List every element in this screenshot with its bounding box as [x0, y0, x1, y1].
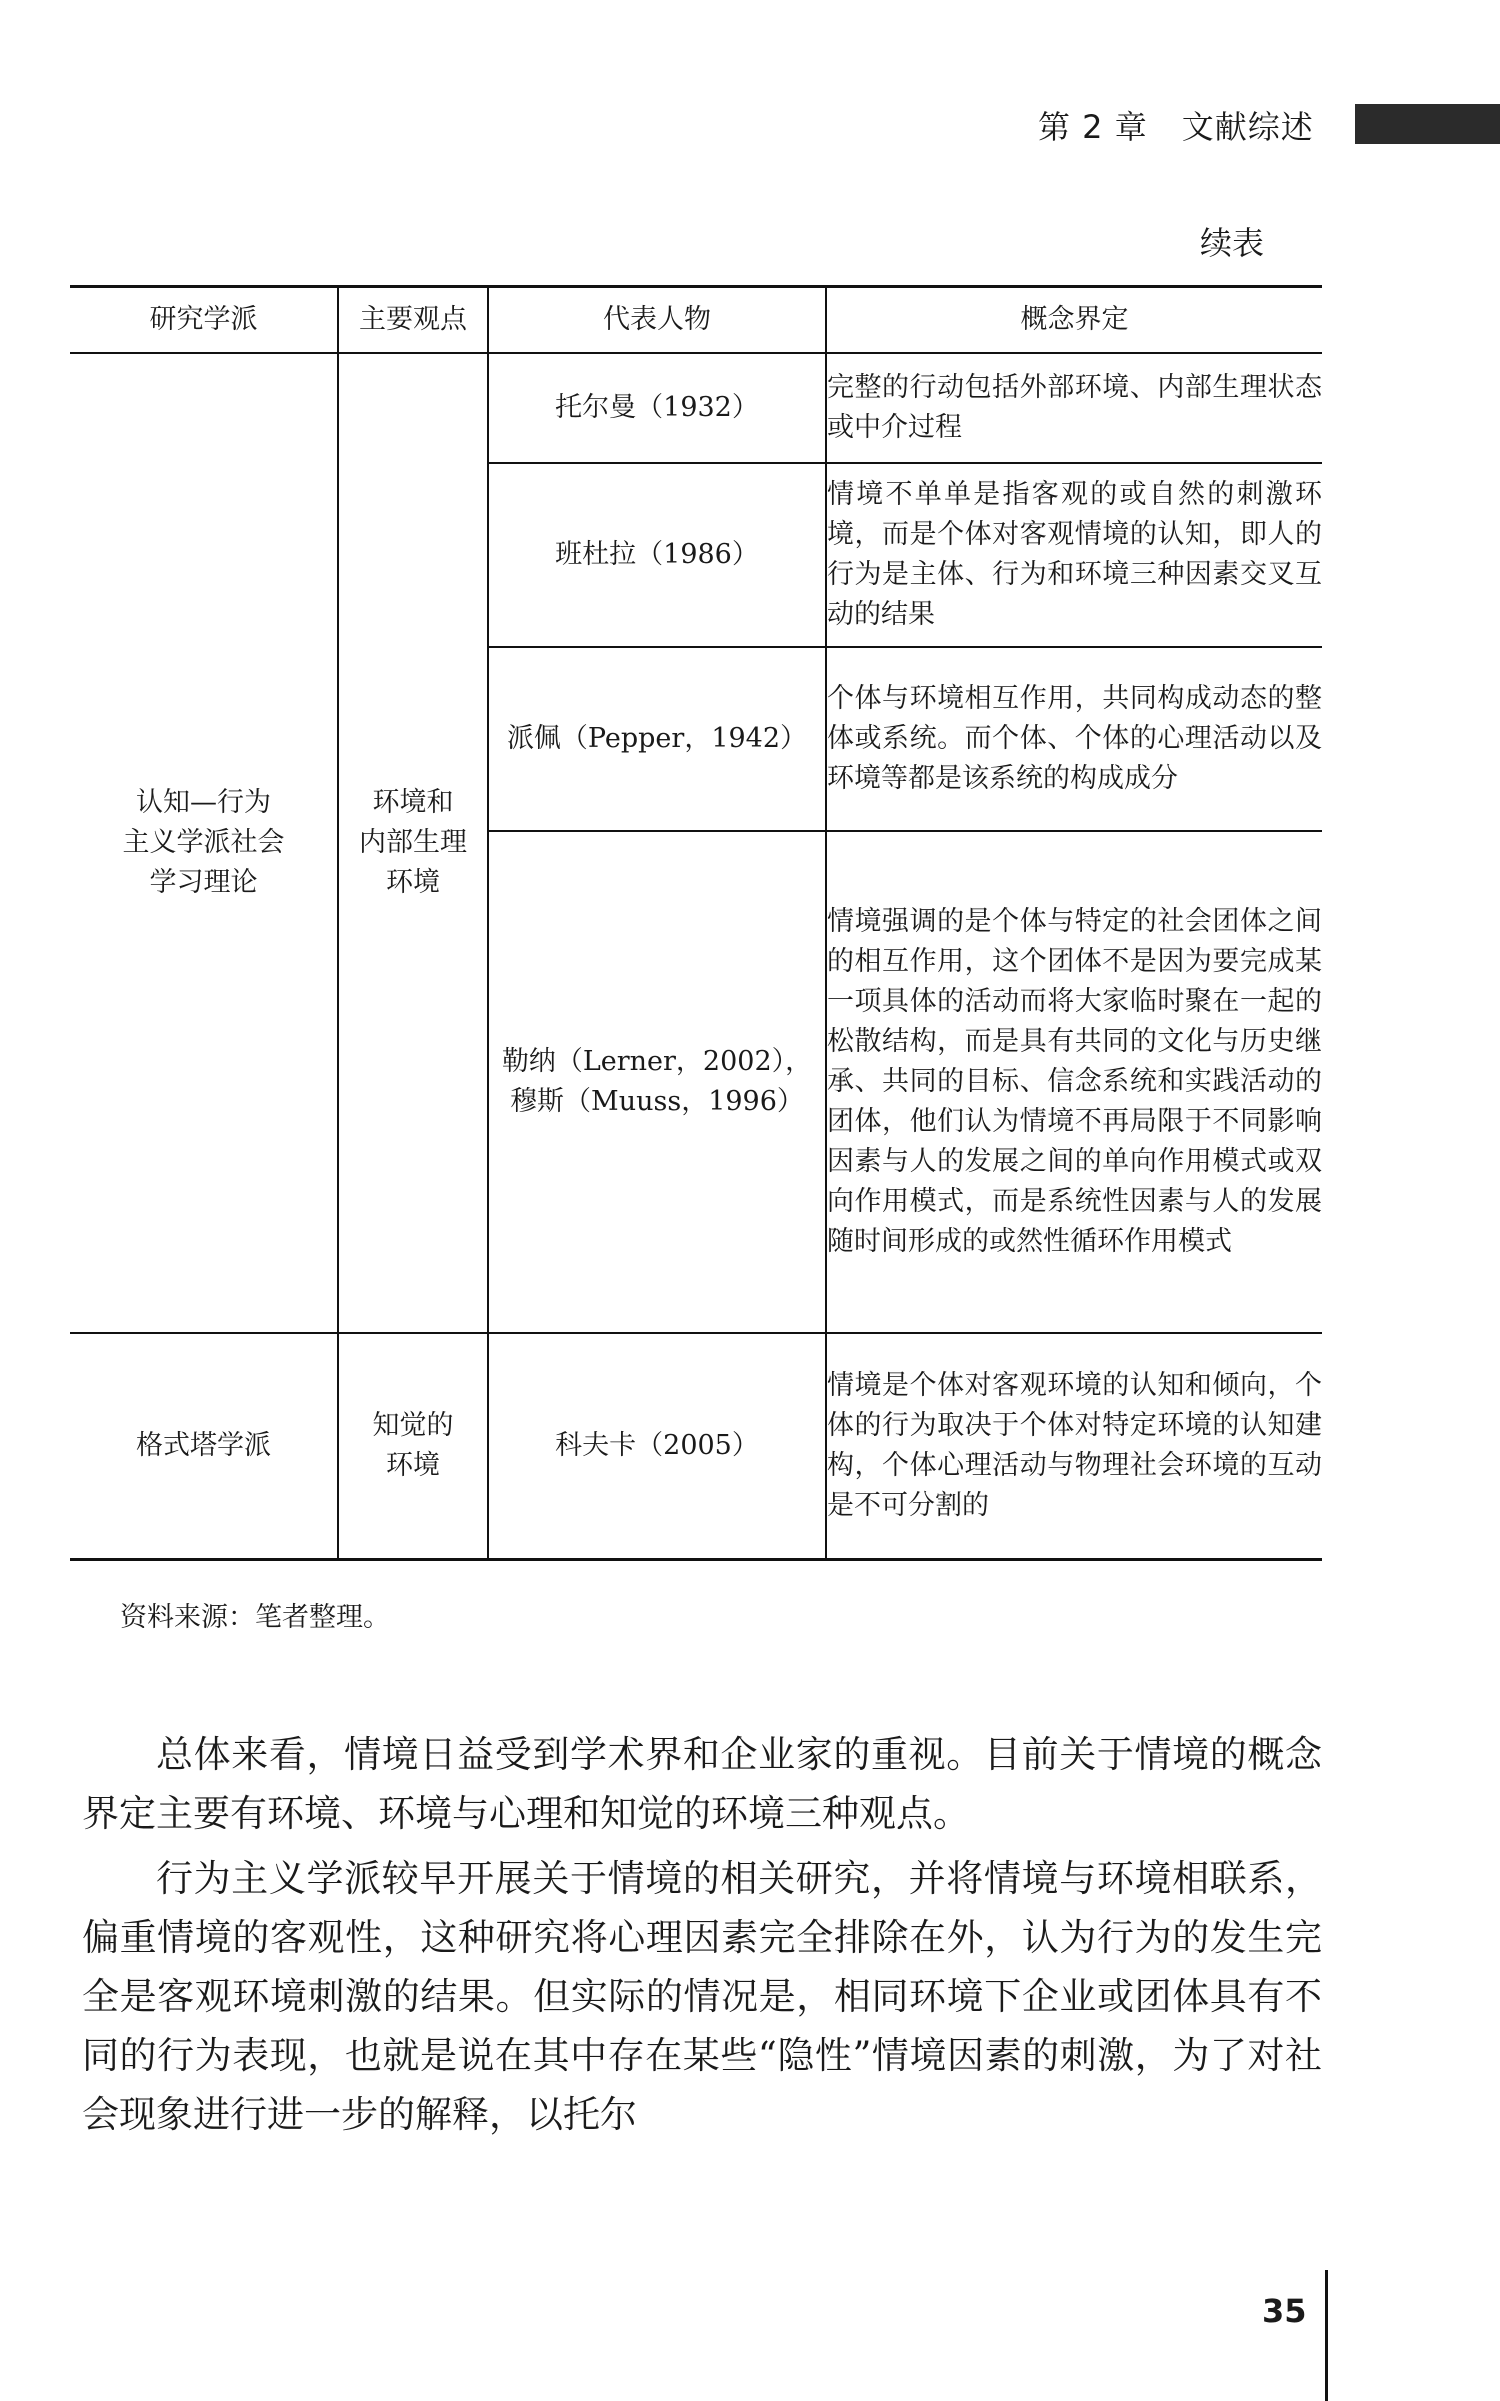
table-row [70, 1333, 1322, 1559]
person-cell: 托尔曼（1932） [488, 353, 826, 463]
definition-cell: 完整的行动包括外部环境、内部生理状态或中介过程 [826, 353, 1322, 463]
paragraph: 总体来看，情境日益受到学术界和企业家的重视。目前关于情境的概念界定主要有环境、环境与心理和知觉的环境三种观点。 [82, 1733, 1322, 1835]
column-header-person: 代表人物 [488, 287, 826, 354]
school-cell-gestalt: 格式塔学派 [70, 1333, 338, 1559]
person-cell: 班杜拉（1986） [488, 463, 826, 647]
column-header-view: 主要观点 [338, 287, 488, 354]
definition-cell: 情境是个体对客观环境的认知和倾向，个体的行为取决于个体对特定环境的认知建构，个体心理活动与物理社会环境的互动是不可分割的 [826, 1333, 1322, 1559]
person-cell: 科夫卡（2005） [488, 1333, 826, 1559]
chapter-header [1038, 102, 1314, 148]
paragraph: 行为主义学派较早开展关于情境的相关研究，并将情境与环境相联系，偏重情境的客观性，这种研究将心理因素完全排除在外，认为行为的发生完全是客观环境刺激的结果。但实际的情况是，相同环境下企业或团体具有不同的行为表现，也就是说在其中存在某些“隐性”情境因素的刺激，为了对社会现象进行进一步的解释，以托尔 [82, 1857, 1322, 2136]
chapter-number: 第 2 章 [1038, 108, 1148, 146]
column-header-school: 研究学派 [70, 287, 338, 354]
definition-cell: 情境不单单是指客观的或自然的刺激环境，而是个体对客观情境的认知，即人的行为是主体、行为和环境三种因素交叉互动的结果 [826, 463, 1322, 647]
body-text [82, 1725, 1322, 2150]
view-cell-environment: 环境和 内部生理 环境 [338, 353, 488, 1333]
definition-cell: 情境强调的是个体与特定的社会团体之间的相互作用，这个团体不是因为要完成某一项具体的活动而将大家临时聚在一起的松散结构，而是具有共同的文化与历史继承、共同的目标、信念系统和实践活动的团体，他们认为情境不再局限于不同影响因素与人的发展之间的单向作用模式或双向作用模式，而是系统性因素与人的发展随时间形成的或然性循环作用模式 [826, 831, 1322, 1333]
column-header-definition: 概念界定 [826, 287, 1322, 354]
source-note: 资料来源：笔者整理。 [120, 1602, 390, 1633]
view-cell-perception: 知觉的 环境 [338, 1333, 488, 1559]
chapter-title: 文献综述 [1181, 108, 1314, 146]
literature-table [70, 285, 1322, 1561]
page-number: 35 [1262, 2292, 1307, 2330]
page-rule [1325, 2270, 1328, 2401]
definition-cell: 个体与环境相互作用，共同构成动态的整体或系统。而个体、个体的心理活动以及环境等都是该系统的构成成分 [826, 647, 1322, 831]
person-cell: 派佩（Pepper，1942） [488, 647, 826, 831]
continued-label: 续表 [1200, 224, 1265, 262]
header-bar [1355, 104, 1500, 144]
person-cell: 勒纳（Lerner，2002）， 穆斯（Muuss，1996） [488, 831, 826, 1333]
school-cell-cognitive-behaviorism: 认知—行为 主义学派社会 学习理论 [70, 353, 338, 1333]
table-header-row [70, 287, 1322, 354]
table-row [70, 353, 1322, 463]
